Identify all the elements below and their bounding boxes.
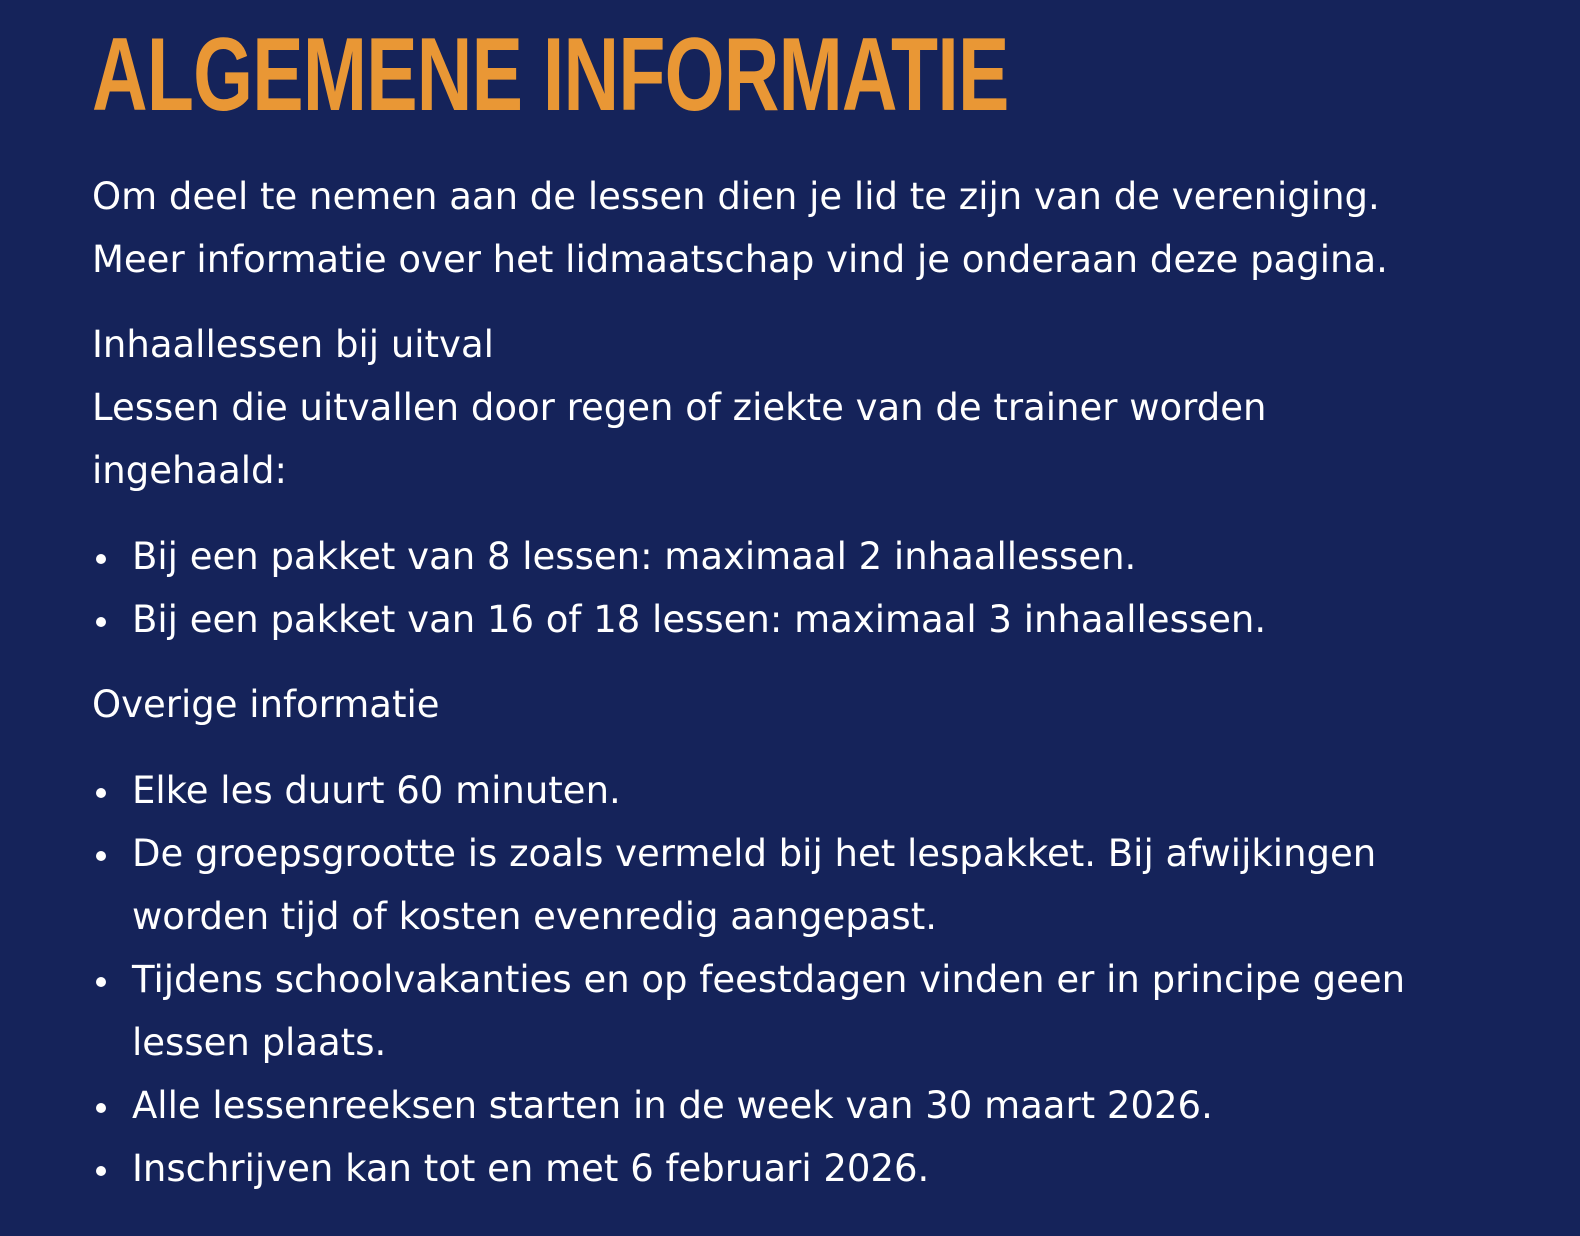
list-item: Tijdens schoolvakanties en op feestdagen vinden er in principe geen lessen plaats. (92, 948, 1472, 1074)
catchup-list (92, 525, 1472, 651)
intro-line: Meer informatie over het lidmaatschap vind je onderaan deze pagina. (92, 238, 1388, 281)
list-item: Inschrijven kan tot en met 6 februari 2026. (92, 1137, 1472, 1200)
list-item: Elke les duurt 60 minuten. (92, 759, 1472, 822)
list-item: Bij een pakket van 8 lessen: maximaal 2 inhaallessen. (92, 525, 1472, 588)
catchup-text: Lessen die uitvallen door regen of ziekte van de trainer worden ingehaald: (92, 386, 1267, 492)
other-info-list (92, 759, 1472, 1200)
catchup-heading: Inhaallessen bij uitval (92, 323, 494, 366)
page-title: ALGEMENE INFORMATIE (92, 17, 1009, 133)
list-item: Alle lessenreeksen starten in de week van 30 maart 2026. (92, 1074, 1472, 1137)
list-item: Bij een pakket van 16 of 18 lessen: maximaal 3 inhaallessen. (92, 588, 1472, 651)
list-item: De groepsgrootte is zoals vermeld bij het lespakket. Bij afwijkingen worden tijd of kosten evenredig aangepast. (92, 822, 1472, 948)
intro-line: Om deel te nemen aan de lessen dien je lid te zijn van de vereniging. (92, 175, 1380, 218)
other-info-heading: Overige informatie (92, 683, 440, 726)
intro-text (92, 165, 1472, 291)
